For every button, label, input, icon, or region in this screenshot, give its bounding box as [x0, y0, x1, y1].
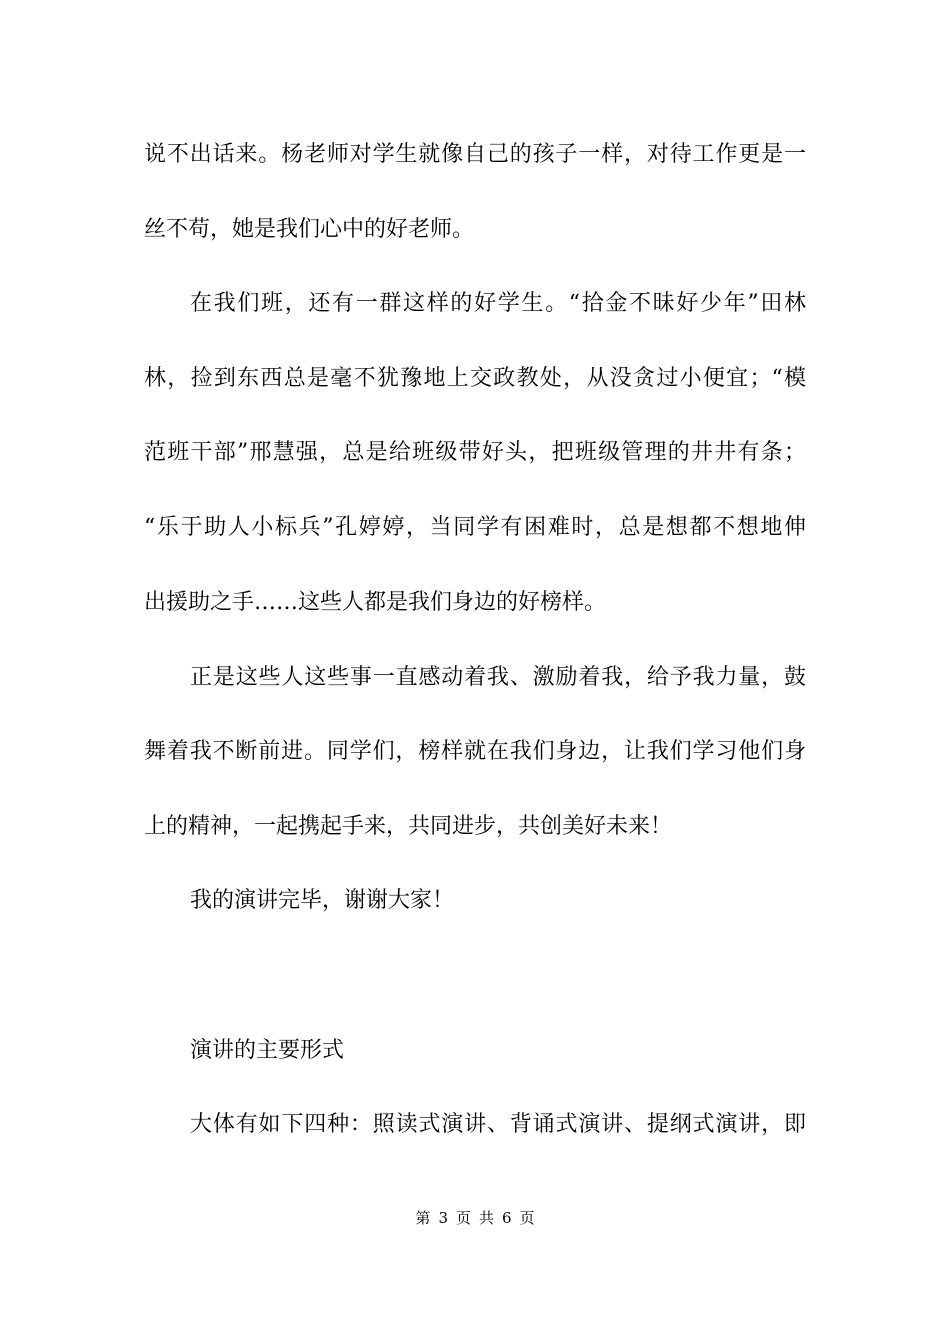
paragraph-line: 林，捡到东西总是毫不犹豫地上交政教处，从没贪过小便宜；“模: [144, 366, 806, 391]
paragraph-line: “乐于助人小标兵”孔婷婷，当同学有困难时，总是想都不想地伸: [144, 515, 806, 540]
footer-total-pages: 6: [502, 1209, 512, 1227]
paragraph-line: 我的演讲完毕，谢谢大家！: [190, 888, 455, 913]
paragraph-line: 在我们班，还有一群这样的好学生。“拾金不昧好少年”田林: [190, 291, 806, 316]
section-heading: 演讲的主要形式: [190, 1038, 345, 1063]
paragraph-line: 正是这些人这些事一直感动着我、激励着我，给予我力量，鼓: [190, 665, 806, 690]
footer-label-ye: 页: [519, 1209, 535, 1227]
paragraph-line: 上的精神，一起携起手来，共同进步，共创美好未来！: [144, 814, 673, 839]
paragraph-line: 范班干部”邢慧强，总是给班级带好头，把班级管理的井井有条；: [144, 440, 806, 465]
footer-current-page: 3: [438, 1209, 448, 1227]
footer-label-ye: 页: [455, 1209, 471, 1227]
paragraph-line: 说不出话来。杨老师对学生就像自己的孩子一样，对待工作更是一: [144, 142, 806, 167]
footer-label-total: 共: [479, 1209, 495, 1227]
footer-label-page: 第: [415, 1209, 431, 1227]
paragraph-line: 大体有如下四种：照读式演讲、背诵式演讲、提纲式演讲，即: [190, 1112, 806, 1137]
page-footer: [0, 1208, 950, 1228]
paragraph-line: 出援助之手……这些人都是我们身边的好榜样。: [144, 590, 607, 615]
paragraph-line: 舞着我不断前进。同学们，榜样就在我们身边，让我们学习他们身: [144, 739, 806, 764]
paragraph-line: 丝不苟，她是我们心中的好老师。: [144, 217, 475, 242]
